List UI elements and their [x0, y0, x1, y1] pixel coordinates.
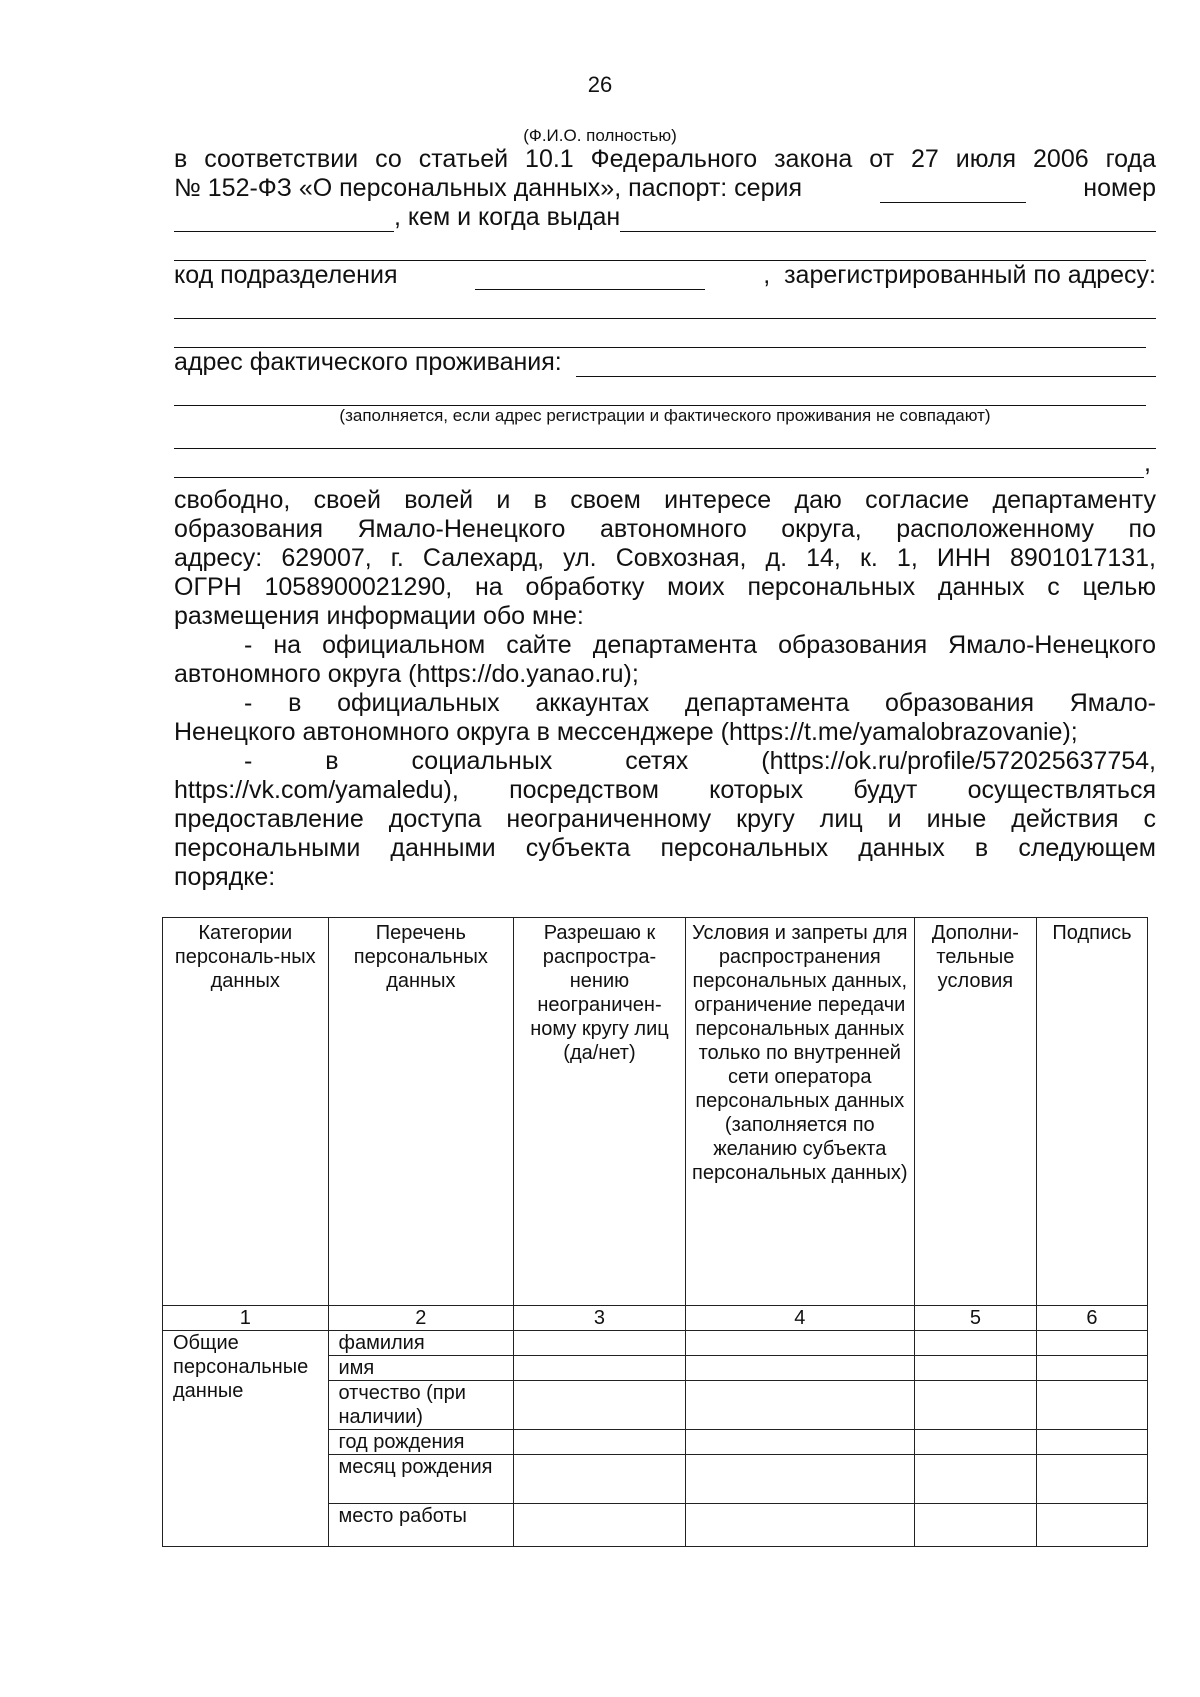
data-item-cell: отчество (при наличии) [328, 1381, 514, 1430]
category-cell: Общие персональные данные [163, 1331, 329, 1547]
consent-paragraph [174, 486, 1156, 892]
subdivision-code-field[interactable] [475, 267, 705, 290]
permission-cell[interactable] [514, 1331, 686, 1356]
column-number: 2 [328, 1306, 514, 1331]
conditions-cell[interactable] [685, 1381, 914, 1430]
signature-cell[interactable] [1036, 1455, 1147, 1504]
signature-cell[interactable] [1036, 1381, 1147, 1430]
residence-line [174, 348, 1156, 377]
signature-cell[interactable] [1036, 1356, 1147, 1381]
column-number: 5 [914, 1306, 1036, 1331]
bullet-social-cont: порядке: [174, 863, 276, 891]
header-conditions: Условия и запреты для распространения персональных данных, ограничение передачи персональных данных только по внутренней сети оператора персональных данных (заполняется по желанию субъекта персональных данных) [685, 918, 914, 1306]
data-item-cell: имя [328, 1356, 514, 1381]
registration-address-field-2[interactable] [174, 325, 1146, 348]
signature-cell[interactable] [1036, 1331, 1147, 1356]
table-header-row [163, 918, 1148, 1306]
registration-address-field[interactable] [174, 296, 1156, 319]
bullet-website-cont: автономного округа (https://do.yanao.ru); [174, 660, 639, 688]
conditions-cell[interactable] [685, 1455, 914, 1504]
bullet-social: - в социальных сетях (https://ok.ru/profile/572025637754, [244, 747, 1156, 775]
residence-address-field-2[interactable] [174, 383, 1146, 406]
additional-cell[interactable] [914, 1504, 1036, 1547]
permission-cell[interactable] [514, 1430, 686, 1455]
residence-address-field-3[interactable] [174, 426, 1156, 449]
header-additional: Дополни-тельные условия [914, 918, 1036, 1306]
fio-caption: (Ф.И.О. полностью) [523, 126, 677, 145]
law-reference-line: в соответствии со статьей 10.1 Федерального закона от 27 июля 2006 года [174, 145, 1156, 173]
permission-cell[interactable] [514, 1455, 686, 1504]
header-signature: Подпись [1036, 918, 1147, 1306]
subdivision-line [174, 261, 1156, 290]
data-item-cell: год рождения [328, 1430, 514, 1455]
residence-address-label: адрес фактического проживания: [174, 348, 562, 376]
additional-cell[interactable] [914, 1455, 1036, 1504]
bullet-website: - на официальном сайте департамента образования Ямало-Ненецкого [244, 631, 1156, 659]
data-item-cell: место работы [328, 1504, 514, 1547]
passport-number-field[interactable] [174, 209, 394, 232]
column-number: 6 [1036, 1306, 1147, 1331]
issued-by-label: , кем и когда выдан [394, 203, 621, 231]
residence-address-field-4[interactable] [174, 455, 1144, 478]
header-list: Перечень персональных данных [328, 918, 514, 1306]
permission-cell[interactable] [514, 1504, 686, 1547]
permission-cell[interactable] [514, 1381, 686, 1430]
consent-line: образования Ямало-Ненецкого автономного округа, расположенному по [174, 515, 1156, 543]
residence-address-field[interactable] [576, 354, 1156, 377]
issued-by-field[interactable] [620, 209, 1156, 232]
conditions-cell[interactable] [685, 1356, 914, 1381]
data-item-cell: фамилия [328, 1331, 514, 1356]
line-end-comma: , [1144, 449, 1151, 477]
bullet-messenger-cont: Ненецкого автономного округа в мессенджере (https://t.me/yamalobrazovanie); [174, 718, 1078, 746]
consent-line: размещения информации обо мне: [174, 602, 584, 630]
data-item-cell: месяц рождения [328, 1455, 514, 1504]
conditions-cell[interactable] [685, 1331, 914, 1356]
passport-line [174, 174, 1156, 203]
additional-cell[interactable] [914, 1331, 1036, 1356]
residence-last-line [174, 449, 1156, 478]
permission-cell[interactable] [514, 1356, 686, 1381]
page-number: 26 [587, 72, 613, 97]
personal-details-block [174, 145, 1156, 478]
header-permission: Разрешаю к распростра-нению неограничен-ному кругу лиц (да/нет) [514, 918, 686, 1306]
conditions-cell[interactable] [685, 1504, 914, 1547]
signature-cell[interactable] [1036, 1504, 1147, 1547]
bullet-social-cont: персональными данными субъекта персональных данных в следующем [174, 834, 1156, 862]
table-row [163, 1331, 1148, 1356]
table-number-row [163, 1306, 1148, 1331]
subdivision-code-label: код подразделения [174, 261, 398, 289]
passport-series-field[interactable] [880, 180, 1026, 203]
registered-address-label: , зарегистрированный по адресу: [763, 261, 1156, 289]
additional-cell[interactable] [914, 1356, 1036, 1381]
additional-cell[interactable] [914, 1381, 1036, 1430]
issued-by-line [174, 203, 1156, 232]
consent-line: адресу: 629007, г. Салехард, ул. Совхозная, д. 14, к. 1, ИНН 8901017131, [174, 544, 1156, 572]
issued-by-field-continued[interactable] [174, 238, 1146, 261]
column-number: 4 [685, 1306, 914, 1331]
additional-cell[interactable] [914, 1430, 1036, 1455]
residence-caption: (заполняется, если адрес регистрации и фактического проживания не совпадают) [339, 406, 991, 425]
text-line [174, 145, 1156, 174]
conditions-cell[interactable] [685, 1430, 914, 1455]
column-number: 1 [163, 1306, 329, 1331]
passport-number-label: номер [1083, 174, 1156, 202]
bullet-messenger: - в официальных аккаунтах департамента образования Ямало- [244, 689, 1156, 717]
header-categories: Категории персональ-ных данных [163, 918, 329, 1306]
consent-line: ОГРН 1058900021290, на обработку моих персональных данных с целью [174, 573, 1156, 601]
column-number: 3 [514, 1306, 686, 1331]
passport-series-label: № 152-ФЗ «О персональных данных», паспорт: серия [174, 174, 802, 202]
signature-cell[interactable] [1036, 1430, 1147, 1455]
bullet-social-cont: предоставление доступа неограниченному кругу лиц и иные действия с [174, 805, 1156, 833]
consent-table [162, 917, 1148, 1547]
consent-line: свободно, своей волей и в своем интересе даю согласие департаменту [174, 486, 1156, 514]
bullet-social-cont: https://vk.com/yamaledu), посредством которых будут осуществляться [174, 776, 1156, 804]
